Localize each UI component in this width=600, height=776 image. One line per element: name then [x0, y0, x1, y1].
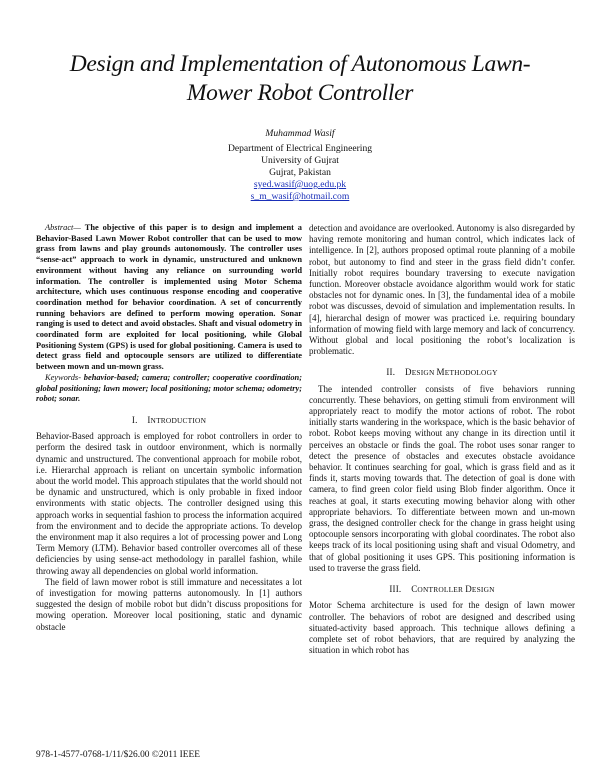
author-block — [150, 128, 450, 203]
copyright-notice: 978-1-4577-0768-1/11/$26.00 ©2011 IEEE — [36, 750, 200, 760]
author-university: University of Gujrat — [261, 155, 339, 166]
controller-paragraph-1: Motor Schema architecture is used for the design of lawn mower controller. The behaviors of robot are designed and described using situated-activity based approach. This technique allows defining a complete set of robot behaviors, that are required by analyzing the situation in which robot has — [309, 600, 575, 656]
keywords-label: Keywords- — [45, 372, 81, 382]
section-heading-design-methodology: II. DESIGN METHODOLOGY — [386, 367, 498, 378]
keywords — [36, 373, 302, 405]
abstract-dash: — — [73, 223, 85, 232]
intro-paragraph-2: The field of lawn mower robot is still immature and necessitates a lot of investigation for mowing patterns autonomously. In [1] authors suggested the design of mobile robot but didn’t discuss propositions for mowing operation. Moreover local positioning, static and dynamic obstacle — [36, 576, 302, 632]
section-heading-introduction: I. INTRODUCTION — [131, 414, 207, 425]
keywords-text: behavior-based; camera; controller; cooperative coordination; global positioning; lawn mower; local positioning; motor schema; odometry; robot; sonar. — [36, 372, 302, 404]
abstract-text: The objective of this paper is to design and implement a Behavior-Based Lawn Mower Robot controller that can be used to mow grass from lawns and play grounds autonomously. The controller uses “sense-act” approach to work in dynamic, unstructured and unknown environment without having any reliance on surrounding world information. The controller is implemented using Motor Schema architecture, which uses continuous response encoding and cooperative coordination method for behavior coordination. A set of concurrently running behaviors are defined to perform mowing operation. Sonar ranging is used to detect and avoid obstacles. Shaft and visual odometry in coordinated form are exploited for local positioning, while Global Positioning System (GPS) is used for global positioning. Camera is used to detect grass field and optocouple sensors are utilized to differentiate between mown and un-mown grass. — [36, 223, 302, 372]
author-location: Gujrat, Pakistan — [269, 167, 331, 178]
intro-paragraph-1: Behavior-Based approach is employed for robot controllers in order to perform the desired task in outdoor environment, which is normally dynamic and unstructured. The conventional approach for mobile robot, i.e. Hierarchal approach is reliant on uncertain symbolic information about the world model. This approach stipulates that the world should not be dynamic and unstructured, which is only probable in fixed indoor environments with static objects. The controller designed using this approach works in sequential fashion to process the information acquired from the environment and to decide the appropriate actions. To develop the environment map it also requires a lot of processing power and Long Term Memory (LTM). Behavior based controller overcomes all of these deficiencies by using sense-act methodology in parallel fashion, while throwing away all dependencies on global world information. — [36, 431, 302, 576]
author-name: Muhammad Wasif — [265, 128, 335, 139]
abstract — [36, 223, 302, 373]
author-department: Department of Electrical Engineering — [227, 143, 373, 154]
section-heading-controller-design: III. CONTROLLER DESIGN — [389, 584, 495, 595]
abstract-label: Abstract — [45, 223, 74, 232]
left-column — [36, 223, 302, 633]
author-email-1[interactable]: syed.wasif@uog.edu.pk — [253, 179, 347, 190]
design-paragraph-1: The intended controller consists of five behaviors running concurrently. These behaviors, on getting stimuli from environment will appropriately react to modify the motor actions of robot. The robot initially starts wandering in the workspace, which is the basic behavior of robot. Robot keeps moving without any change in its direction until it perceives an obstacle or finds the goal. The robot uses sonar ranger to detect the presence of obstacles and executes obstacle avoidance behavior. It continues searching for goal, which is grass field and as it finds it, starts moving towards that. The detection of goal is done with camera, to find green color field using Blob finder algorithm. Once it reaches at goal, it starts executing mowing behavior along with other appropriate behaviors. To differentiate between mown and un-mown grass, the designed controller check for the change in grass height using optocouple sensors incorporating with global coordinates. The robot also keeps track of its local positioning using shaft and visual Odometry, and that of global positioning it uses GPS. This positioning information is used to traverse the grass field. — [309, 383, 575, 573]
right-column — [309, 223, 575, 656]
intro-paragraph-2-continued: detection and avoidance are overlooked. Autonomy is also disregarded by having remote monitoring and human control, which indicates lack of intelligence. In [2], authors proposed optimal route planning of a mobile robot, but autonomy to find and steer in the grass field didn’t confer. Initially robot requires boundary traversing to execute navigation function. Moreover obstacle avoidance algorithm would work for static obstacles not for dynamic ones. In [3], the fundamental idea of a mobile robot was discusses, devoid of simulation and implementation results. In [4], hierarchal design of mower was practiced i.e. requiring boundary information of mowing field with large memory and lack of concurrency. Without global and local positioning the robot’s localization is problematic. — [309, 223, 575, 357]
author-email-2[interactable]: s_m_wasif@hotmail.com — [250, 191, 350, 202]
paper-title: Design and Implementation of Autonomous Lawn-Mower Robot Controller — [69, 51, 531, 106]
